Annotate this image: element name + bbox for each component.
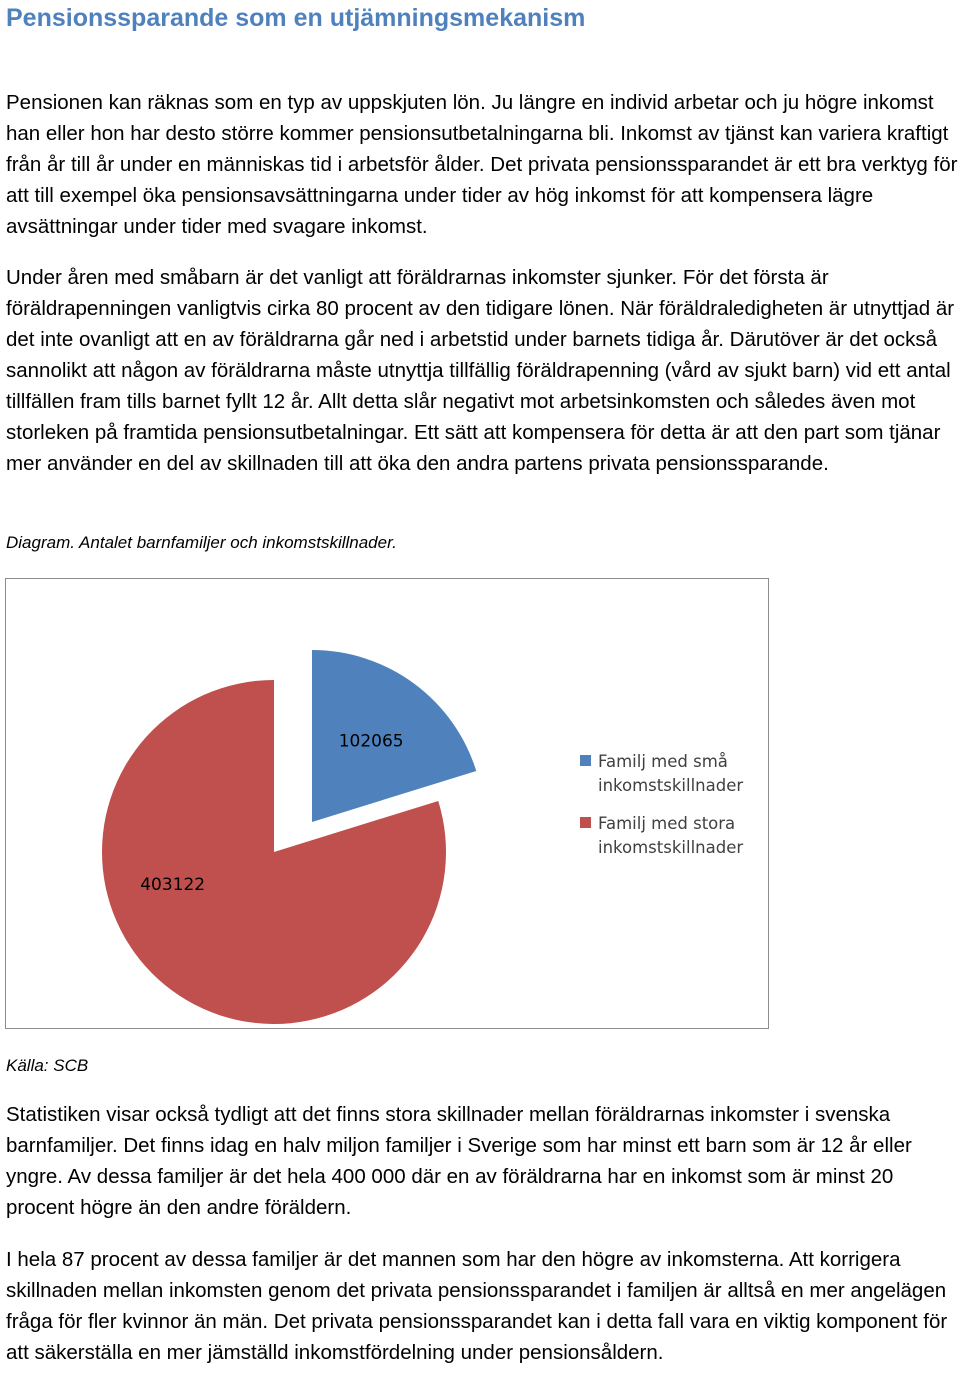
pie-chart [5, 578, 769, 1029]
page-title: Pensionssparande som en utjämningsmekanism [6, 4, 586, 32]
paragraph-4: I hela 87 procent av dessa familjer är det mannen som har den högre av inkomsterna. Att korrigera skillnaden mellan inkomsten genom det privata pensionssparandet i familjen är alltså en mer angelägen fråga för fler kvinnor än män. Det privata pensionssparandet kan i detta fall vara en viktig komponent för att säkerställa en mer jämställd inkomstfördelning under pensionsåldern. [6, 1248, 948, 1364]
diagram-caption: Diagram. Antalet barnfamiljer och inkomstskillnader. [6, 533, 397, 552]
pie-data-label-1: 102065 [338, 731, 404, 752]
legend-swatch-1 [580, 755, 591, 766]
legend-label-2: Familj med stora inkomstskillnader [598, 814, 744, 857]
pie-chart-svg [6, 579, 770, 1030]
source-caption: Källa: SCB [6, 1056, 89, 1075]
legend-swatch-2 [580, 817, 591, 828]
paragraph-3: Statistiken visar också tydligt att det finns stora skillnader mellan föräldrarnas inkomster i svenska barnfamiljer. Det finns idag en halv miljon familjer i Sverige som har minst ett barn som är 12 år eller yngre. Av dessa familjer är det hela 400 000 där en av föräldrarna har en inkomst som är minst 20 procent högre än den andre föräldern. [6, 1103, 912, 1219]
paragraph-1: Pensionen kan räknas som en typ av uppskjuten lön. Ju längre en individ arbetar och ju högre inkomst han eller hon har desto större kommer pensionsutbetalningarna bli. Inkomst av tjänst kan variera kraftigt från år till år under en människas tid i arbetsför ålder. Det privata pensionssparandet är ett bra verktyg för att till exempel öka pensionsavsättningarna under tider av hög inkomst för att kompensera lägre avsättningar under tider med svagare inkomst. [6, 91, 958, 238]
paragraph-2: Under åren med småbarn är det vanligt att föräldrarnas inkomster sjunker. För det första är föräldrapenningen vanligtvis cirka 80 procent av den tidigare lönen. När föräldraledigheten är utnyttjad är det inte ovanligt att en av föräldrarna går ned i arbetstid under barnets tidiga år. Därutöver är det också sannolikt att någon av föräldrarna måste utnyttja tillfällig föräldrapenning (vård av sjukt barn) vid ett antal tillfällen fram tills barnet fyllt 12 år. Allt detta slår negativt mot arbetsinkomsten och således även mot storleken på framtida pensionsutbetalningar. Ett sätt att kompensera för detta är att den part som tjänar mer använder en del av skillnaden till att öka den andra partens privata pensionssparande. [6, 266, 955, 475]
pie-data-label-2: 403122 [140, 875, 206, 896]
legend-label-1: Familj med små inkomstskillnader [598, 752, 744, 795]
